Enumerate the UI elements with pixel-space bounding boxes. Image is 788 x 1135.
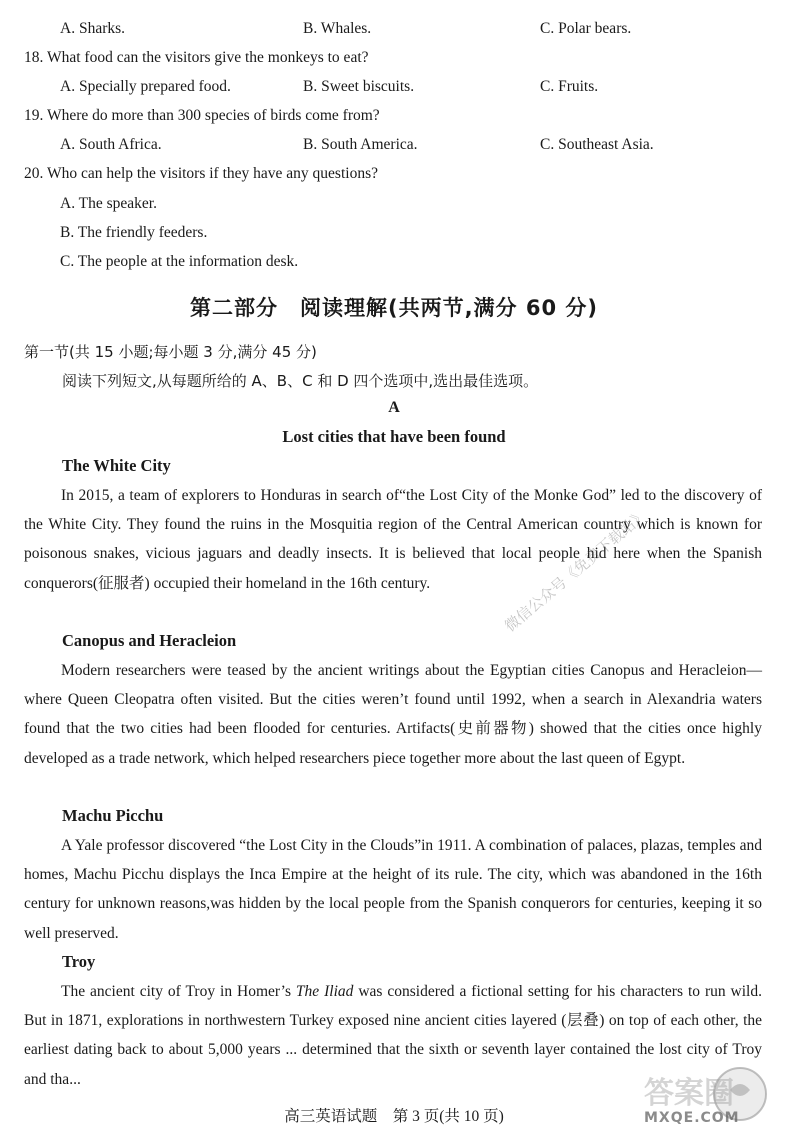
q18-option-a: A. Specially prepared food. [60, 78, 231, 95]
q19-stem: 19. Where do more than 300 species of birds come from? [24, 107, 380, 124]
paragraph-white-city: In 2015, a team of explorers to Honduras in search of“the Lost City of the Monke God” led to the discovery of the White City. They found the ruins in the Mosquitia region of the Central American country which is known for poisonous snakes, vicious jaguars and deadly insects. It is believed that local people hid here when the Spanish conquerors(征服者) occupied their homeland in the 16th century. [24, 487, 762, 592]
q17-option-c: C. Polar bears. [540, 20, 632, 37]
page-footer: 高三英语试题 第 3 页(共 10 页) [284, 1108, 504, 1125]
passage-title: Lost cities that have been found [282, 427, 506, 446]
subheading-troy: Troy [62, 952, 96, 971]
q20-option-c: C. The people at the information desk. [60, 253, 299, 270]
q18-option-b: B. Sweet biscuits. [303, 78, 415, 95]
paragraph-canopus: Modern researchers were teased by the ancient writings about the Egyptian cities Canopus and Heracleion—where Queen Cleopatra often visited. But the cities weren’t found until 1992, when a search in Alexandria waters found that the two cities had been flooded for centuries. Artifacts(史前器物) showed that the cities once highly developed as a trade network, which helped researchers piece together more about the last queen of Egypt. [24, 662, 762, 767]
troy-book-title: The Iliad [295, 983, 354, 1000]
passage-letter: A [388, 399, 400, 416]
logo-subtext: MXQE.COM [644, 1110, 740, 1126]
subheading-machu-picchu: Machu Picchu [62, 806, 164, 825]
q19-option-a: A. South Africa. [60, 136, 162, 153]
q20-stem: 20. Who can help the visitors if they have any questions? [24, 165, 378, 182]
troy-text-before: The ancient city of Troy in Homer’s [61, 983, 296, 1000]
troy-text-after: was considered a fictional setting for his characters to run wild. But in 1871, explorations in northwestern Turkey exposed nine ancient cities layered (层叠) on top of each other, the earliest dating back to about 5,000 years ... determined that the sixth or seventh layer contained the lost city of Troy and tha... [24, 983, 762, 1088]
q17-option-b: B. Whales. [303, 20, 372, 37]
watermark-text: 微信公众号《免费下载站》 [501, 505, 651, 636]
paragraph-machu-picchu: A Yale professor discovered “the Lost City in the Clouds”in 1911. A combination of palaces, plazas, temples and homes, Machu Picchu displays the Inca Empire at the height of its rule. The city, which was abandoned in the 16th century for unknown reasons,was hidden by the local people from the Spanish conquerors for centuries, keeping it so well preserved. [24, 837, 762, 942]
q18-stem: 18. What food can the visitors give the monkeys to eat? [24, 49, 369, 66]
logo-text: 答案圈 [644, 1076, 734, 1111]
q17-option-a: A. Sharks. [60, 20, 126, 37]
q19-option-c: C. Southeast Asia. [540, 136, 654, 153]
q19-option-b: B. South America. [303, 136, 418, 153]
q20-option-a: A. The speaker. [60, 195, 157, 212]
site-logo [640, 1060, 780, 1130]
section1-heading: 第一节(共 15 小题;每小题 3 分,满分 45 分) [24, 343, 317, 361]
part2-title: 第二部分 阅读理解(共两节,满分 60 分) [189, 296, 599, 320]
q20-option-b: B. The friendly feeders. [60, 224, 208, 241]
q18-option-c: C. Fruits. [540, 78, 599, 95]
subheading-canopus: Canopus and Heracleion [62, 631, 237, 650]
instruction: 阅读下列短文,从每题所给的 A、B、C 和 D 四个选项中,选出最佳选项。 [62, 372, 539, 390]
subheading-white-city: The White City [62, 456, 171, 475]
